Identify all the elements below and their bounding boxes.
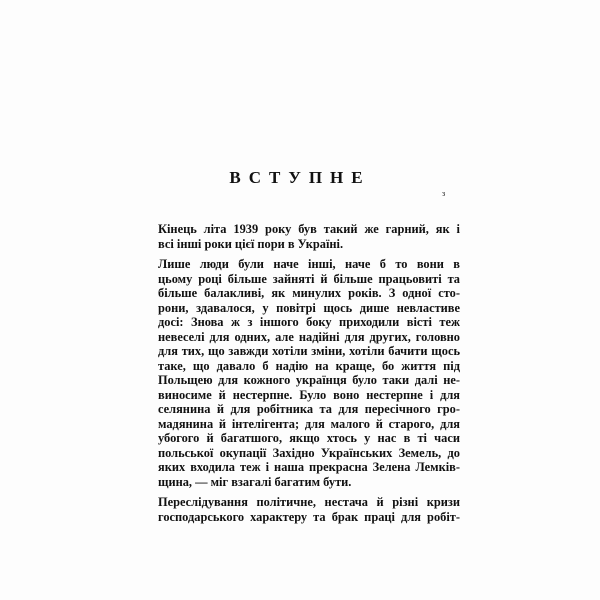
text-line: селянина й для робітника та для пересічного гро- bbox=[158, 402, 460, 416]
page-mark: з bbox=[442, 189, 446, 198]
paragraph-1 bbox=[144, 222, 460, 251]
text-line: яких входила теж і наша прекрасна Зелена Лемків- bbox=[158, 460, 460, 474]
text-line: більше балакливі, як минулих років. З одної сто- bbox=[158, 286, 460, 300]
paragraph-3 bbox=[144, 495, 460, 524]
text-line: мадянина й інтелігента; для малого й старого, для bbox=[158, 416, 460, 431]
text-line: виносиме й нестерпне. Було воно нестерпне і для bbox=[158, 387, 460, 402]
text-line: Лише люди були наче інші, наче б то вони в bbox=[158, 257, 460, 271]
body-text bbox=[144, 222, 460, 524]
chapter-heading: ВСТУПНЕ bbox=[229, 168, 371, 187]
text-line: Кінець літа 1939 року був такий же гарний, як і bbox=[158, 222, 460, 236]
text-line: таке, що давало б надію на краще, бо життя під bbox=[158, 358, 460, 373]
text-line: досі: Знова ж з іншого боку приходили вісті теж bbox=[158, 315, 460, 329]
paragraph-2 bbox=[144, 257, 460, 489]
text-line: Польщею для кожного українця було таки далі не- bbox=[158, 373, 460, 387]
text-line: господарського характеру та брак праці для робіт- bbox=[158, 509, 460, 524]
text-line: рони, здавалося, у повітрі щось дише невластиве bbox=[158, 300, 460, 315]
text-line: убогого й багатшого, якщо хтось у нас в ті часи bbox=[158, 431, 460, 445]
text-line: для тих, що завжди хотіли зміни, хотіли бачити щось bbox=[158, 344, 460, 358]
text-line: всі інші роки цієї пори в Україні. bbox=[158, 236, 344, 251]
text-line: невеселі для одних, але надійні для других, головно bbox=[158, 329, 460, 344]
text-line: цьому році більше зайняті й більше працьовиті та bbox=[158, 271, 460, 286]
text-line: польської окупації Західно Українських Земель, до bbox=[158, 445, 460, 460]
text-line: Переслідування політичне, нестача й різні кризи bbox=[158, 495, 460, 509]
text-line: щина, — міг взагалі багатим бути. bbox=[158, 474, 352, 489]
